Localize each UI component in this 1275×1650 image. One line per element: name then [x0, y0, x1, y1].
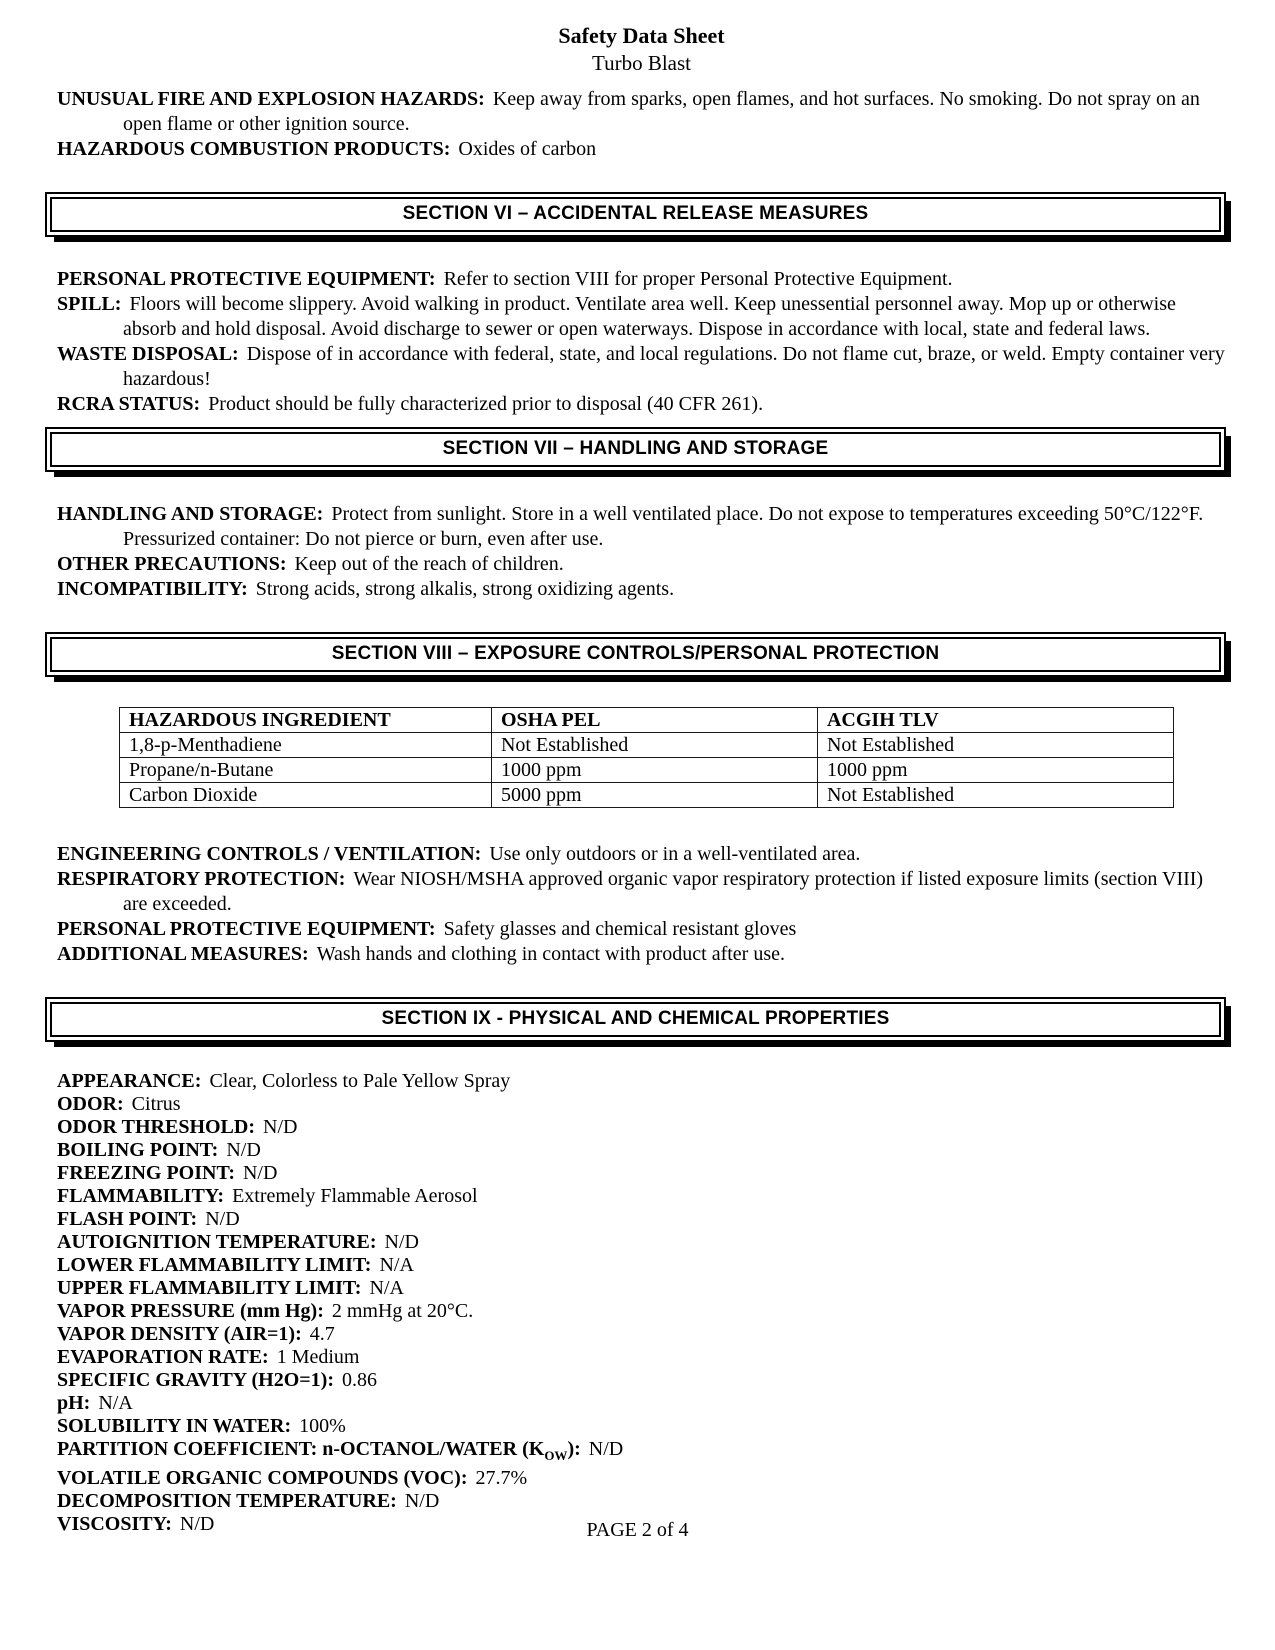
field-value: Wash hands and clothing in contact with product after use.	[316, 943, 785, 965]
field-label: FREEZING POINT:	[57, 1162, 235, 1184]
field-label	[57, 1438, 581, 1463]
field-additional-measures	[57, 942, 1226, 967]
section-vii-header-box	[45, 427, 1226, 472]
field-value: N/D	[384, 1231, 419, 1253]
field-vapor-pressure	[57, 1300, 1226, 1323]
field-freezing-point	[57, 1162, 1226, 1185]
section-viii-header: SECTION VIII – EXPOSURE CONTROLS/PERSONAL PROTECTION	[50, 637, 1221, 672]
field-value: Product should be fully characterized prior to disposal (40 CFR 261).	[208, 393, 764, 415]
field-label: ODOR THRESHOLD:	[57, 1116, 255, 1138]
field-label: SOLUBILITY IN WATER:	[57, 1415, 292, 1437]
field-odor-threshold	[57, 1116, 1226, 1139]
field-flash-point	[57, 1208, 1226, 1231]
table-cell: 1000 ppm	[491, 758, 817, 783]
field-label: PERSONAL PROTECTIVE EQUIPMENT:	[57, 918, 436, 940]
field-solubility-in-water	[57, 1415, 1226, 1438]
field-label: UPPER FLAMMABILITY LIMIT:	[57, 1277, 362, 1299]
field-appearance	[57, 1070, 1226, 1093]
field-rcra-status	[57, 392, 1226, 417]
table-row	[120, 733, 1174, 758]
field-label: pH:	[57, 1392, 91, 1414]
field-label: ADDITIONAL MEASURES:	[57, 943, 309, 965]
partition-label-post: ):	[567, 1438, 581, 1460]
field-personal-protective-equipment	[57, 267, 1226, 292]
field-decomposition-temperature	[57, 1490, 1226, 1513]
table-cell: 1000 ppm	[817, 758, 1173, 783]
field-value: Citrus	[131, 1093, 181, 1115]
field-value: N/D	[205, 1208, 240, 1230]
table-cell: 1,8-p-Menthadiene	[120, 733, 492, 758]
field-value: Use only outdoors or in a well-ventilated area.	[489, 843, 861, 865]
field-value: 1 Medium	[276, 1346, 360, 1368]
section-ix-body	[57, 1070, 1226, 1536]
field-value: 27.7%	[475, 1467, 528, 1489]
table-header-row	[120, 708, 1174, 733]
field-ph	[57, 1392, 1226, 1415]
field-autoignition-temperature	[57, 1231, 1226, 1254]
field-engineering-controls	[57, 842, 1226, 867]
field-value: N/A	[379, 1254, 414, 1276]
field-label: LOWER FLAMMABILITY LIMIT:	[57, 1254, 372, 1276]
field-label: FLASH POINT:	[57, 1208, 198, 1230]
section-ix-header-box	[45, 997, 1226, 1042]
field-label: APPEARANCE:	[57, 1070, 202, 1092]
field-value: Protect from sunlight. Store in a well ventilated place. Do not expose to temperatures exceeding 50°C/122°F. Pressurized container: Do not pierce or burn, even after use.	[123, 503, 1204, 550]
field-label: ENGINEERING CONTROLS / VENTILATION:	[57, 843, 482, 865]
field-label: AUTOIGNITION TEMPERATURE:	[57, 1231, 377, 1253]
product-name: Turbo Blast	[591, 51, 691, 75]
field-partition-coefficient	[57, 1438, 1226, 1467]
field-value: 4.7	[309, 1323, 335, 1345]
field-value: Refer to section VIII for proper Personal Protective Equipment.	[443, 268, 953, 290]
field-label: HAZARDOUS COMBUSTION PRODUCTS:	[57, 138, 451, 160]
field-handling-and-storage	[57, 502, 1226, 552]
field-label: OTHER PRECAUTIONS:	[57, 553, 287, 575]
ingredient-table	[119, 707, 1174, 808]
field-value: N/D	[404, 1490, 440, 1512]
field-label: WASTE DISPOSAL:	[57, 343, 239, 365]
section-vii-header: SECTION VII – HANDLING AND STORAGE	[50, 432, 1221, 467]
field-value: 2 mmHg at 20°C.	[331, 1300, 474, 1322]
field-value: N/A	[98, 1392, 133, 1414]
field-value: N/A	[369, 1277, 404, 1299]
field-label: VISCOSITY:	[57, 1513, 172, 1535]
field-value: Safety glasses and chemical resistant gloves	[443, 918, 797, 940]
field-label: ODOR:	[57, 1093, 124, 1115]
field-incompatibility	[57, 577, 1226, 602]
field-value: Dispose of in accordance with federal, state, and local regulations. Do not flame cut, braze, or weld. Empty container very hazardous!	[123, 343, 1225, 390]
section-viii-header-box	[45, 632, 1226, 677]
field-label: VAPOR DENSITY (AIR=1):	[57, 1323, 302, 1345]
field-other-precautions	[57, 552, 1226, 577]
table-cell: Carbon Dioxide	[120, 783, 492, 808]
field-value: N/D	[588, 1438, 624, 1460]
field-value: Clear, Colorless to Pale Yellow Spray	[209, 1070, 511, 1092]
field-value: N/D	[179, 1513, 215, 1535]
field-label: SPECIFIC GRAVITY (H2O=1):	[57, 1369, 334, 1391]
field-label: INCOMPATIBILITY:	[57, 578, 248, 600]
field-value: N/D	[226, 1139, 261, 1161]
section-vi-header: SECTION VI – ACCIDENTAL RELEASE MEASURES	[50, 197, 1221, 232]
table-row	[120, 758, 1174, 783]
field-value: N/D	[263, 1116, 298, 1138]
field-value: Floors will become slippery. Avoid walking in product. Ventilate area well. Keep unessential personnel away. Mop up or otherwise absorb and hold disposal. Avoid discharge to sewer or open waterways. Dispose in accordance with local, state and federal laws.	[123, 293, 1176, 340]
field-label: SPILL:	[57, 293, 122, 315]
field-label: RCRA STATUS:	[57, 393, 201, 415]
section-ix-header: SECTION IX - PHYSICAL AND CHEMICAL PROPERTIES	[50, 1002, 1221, 1037]
field-label: DECOMPOSITION TEMPERATURE:	[57, 1490, 397, 1512]
field-value: Wear NIOSH/MSHA approved organic vapor respiratory protection if listed exposure limits (section VIII) are exceeded.	[123, 868, 1204, 915]
section-viii-body	[57, 842, 1226, 967]
page-number: PAGE 2 of 4	[586, 1519, 689, 1541]
field-value: Strong acids, strong alkalis, strong oxidizing agents.	[255, 578, 675, 600]
field-label: PERSONAL PROTECTIVE EQUIPMENT:	[57, 268, 436, 290]
field-label: EVAPORATION RATE:	[57, 1346, 269, 1368]
field-vapor-density	[57, 1323, 1226, 1346]
field-flammability	[57, 1185, 1226, 1208]
table-cell: 5000 ppm	[491, 783, 817, 808]
table-header-cell: OSHA PEL	[491, 708, 817, 733]
field-respiratory-protection	[57, 867, 1226, 917]
partition-label-subscript: OW	[544, 1448, 568, 1463]
table-cell: Not Established	[817, 783, 1173, 808]
table-cell: Propane/n-Butane	[120, 758, 492, 783]
table-cell: Not Established	[817, 733, 1173, 758]
field-label: FLAMMABILITY:	[57, 1185, 225, 1207]
field-label: HANDLING AND STORAGE:	[57, 503, 324, 525]
field-personal-protective-equipment-2	[57, 917, 1226, 942]
field-value: N/D	[242, 1162, 278, 1184]
page-title: Safety Data Sheet	[558, 23, 725, 48]
field-value: Keep away from sparks, open flames, and hot surfaces. No smoking. Do not spray on an open flame or other ignition source.	[123, 88, 1200, 135]
field-value: 0.86	[341, 1369, 377, 1391]
table-header-cell: ACGIH TLV	[817, 708, 1173, 733]
field-specific-gravity	[57, 1369, 1226, 1392]
field-waste-disposal	[57, 342, 1226, 392]
partition-label-pre: PARTITION COEFFICIENT: n-OCTANOL/WATER (K	[57, 1438, 545, 1460]
field-spill	[57, 292, 1226, 342]
field-value: Extremely Flammable Aerosol	[232, 1185, 478, 1207]
field-label: VAPOR PRESSURE (mm Hg):	[57, 1300, 324, 1322]
field-label: VOLATILE ORGANIC COMPOUNDS (VOC):	[57, 1467, 468, 1489]
section-vi-header-box	[45, 192, 1226, 237]
table-header-cell: HAZARDOUS INGREDIENT	[120, 708, 492, 733]
table-row	[120, 783, 1174, 808]
field-unusual-fire-hazards	[57, 87, 1226, 137]
field-lower-flammability-limit	[57, 1254, 1226, 1277]
field-label: BOILING POINT:	[57, 1139, 219, 1161]
field-value: 100%	[299, 1415, 346, 1437]
field-label: UNUSUAL FIRE AND EXPLOSION HAZARDS:	[57, 88, 485, 110]
table-cell: Not Established	[491, 733, 817, 758]
intro-block	[57, 87, 1226, 162]
field-odor	[57, 1093, 1226, 1116]
field-hazardous-combustion	[57, 137, 1226, 162]
field-boiling-point	[57, 1139, 1226, 1162]
section-vi-body	[57, 267, 1226, 417]
field-value: Keep out of the reach of children.	[294, 553, 564, 575]
section-vii-body	[57, 502, 1226, 602]
field-value: Oxides of carbon	[458, 138, 597, 160]
field-label: RESPIRATORY PROTECTION:	[57, 868, 346, 890]
field-voc	[57, 1467, 1226, 1490]
field-upper-flammability-limit	[57, 1277, 1226, 1300]
field-evaporation-rate	[57, 1346, 1226, 1369]
